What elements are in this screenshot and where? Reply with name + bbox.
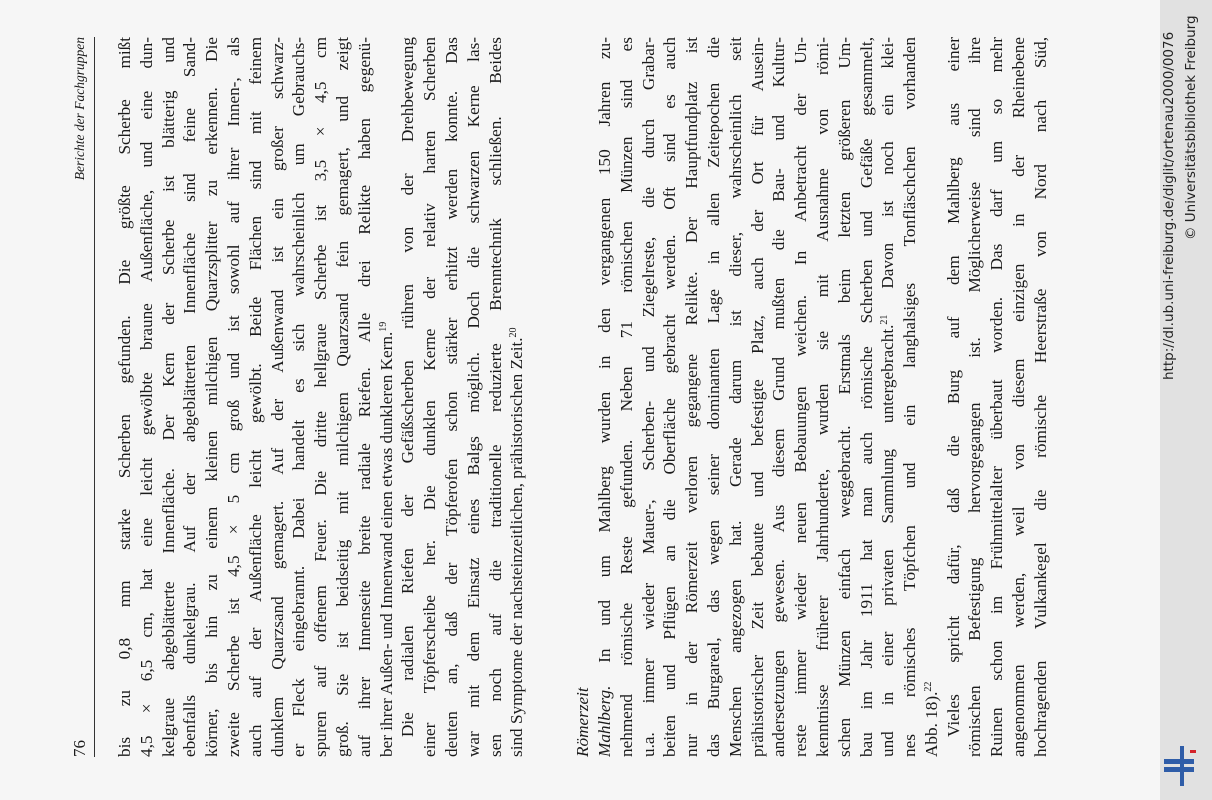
text-run: Abb. 18). — [921, 691, 941, 757]
text-line: sen noch auf die traditionelle reduzierte Brenntechnik schließen. Beides — [485, 37, 505, 757]
text-line: das Burgareal, das wegen seiner dominanten Lage in allen Zeitepochen die — [703, 37, 723, 757]
logo-bar — [1180, 746, 1184, 786]
text-line: prähistorischer Zeit bebaute und befestigte Platz, auch der Ort für Ausein- — [747, 37, 767, 757]
text-line: nur in der Römerzeit verloren gegangene Relikte. Der Hauptfundplatz ist — [682, 37, 702, 757]
logo-bar — [1164, 759, 1194, 764]
text-line: u.a. immer wieder Mauer-, Scherben- und Ziegelreste, die durch Grabar- — [638, 37, 658, 757]
running-title: Berichte der Fachgruppen — [72, 37, 87, 181]
text-run: Davon ist noch ein klei- — [878, 37, 898, 315]
logo-accent — [1190, 750, 1196, 753]
footnote-ref-22[interactable]: 22 — [922, 681, 934, 692]
place-name: Mahlberg. — [594, 685, 614, 757]
text-line: Ruinen schon im Frühmittelalter überbaut worden. Das darf um so mehr — [987, 37, 1007, 757]
text-line: Die radialen Riefen der Gefäßscherben rühren von der Drehbewegung — [398, 37, 418, 737]
page-content — [70, 37, 1110, 757]
text-line: zweite Scherbe ist 4,5 × 5 cm groß und ist sowohl auf ihrer Innen-, als — [223, 37, 243, 757]
text-run: und in einer privaten Sammlung untergebracht. — [878, 324, 898, 757]
text-line: war mit dem Einsatz eines Balgs möglich. Doch die schwarzen Kerne las- — [463, 37, 483, 757]
paragraph-castle — [943, 37, 1052, 757]
text-line: groß. Sie ist beidseitig mit milchigem Quarzsand fein gemagert, und zeigt — [332, 37, 352, 757]
text-line: nes römisches Töpfchen und ein langhalsiges Tonfläschchen vorhanden — [900, 37, 920, 757]
text-line: kenntnisse früherer Jahrhunderte, wurden sie mit Ausnahme von römi- — [812, 37, 832, 757]
body-text — [114, 37, 1052, 757]
page-header — [70, 37, 95, 757]
source-url-link[interactable]: http://dl.ub.uni-freiburg.de/diglit/ortenau2000/0076 — [1161, 31, 1177, 380]
text-line: andersetzungen gewesen. Aus diesem Grund mußten die Bau- und Kultur- — [769, 37, 789, 757]
text-line: reste immer wieder neuen Bebauungen weichen. In Anbetracht der Un- — [791, 37, 811, 757]
sidebar-strip — [1160, 0, 1212, 800]
text-line: einer Töpferscheibe her. Die dunklen Kerne der relativ harten Scherben — [420, 37, 440, 757]
text-line: auf ihrer Innenseite breite radiale Riefen. Alle drei Relikte haben gegenü- — [354, 37, 374, 757]
ub-freiburg-logo-icon — [1164, 746, 1206, 786]
text-line: bau im Jahr 1911 hat man auch römische Scherben und Gefäße gesammelt, — [856, 37, 876, 757]
text-line: körner, bis hin zu einem kleinen milchigen Quarzsplitter zu erkennen. Die — [202, 37, 222, 757]
paragraph-potters-wheel — [397, 37, 528, 757]
logo-bar — [1164, 767, 1194, 772]
paragraph-mahlberg — [594, 37, 943, 757]
text-line: er Fleck eingebrannt. Dabei handelt es sich wahrscheinlich um Gebrauchs- — [289, 37, 309, 757]
text-run: sind Symptome der nachsteinzeitlichen, prähistorischen Zeit. — [507, 337, 527, 757]
text-line: römischen Befestigung hervorgegangen ist. Möglicherweise sind ihre — [965, 37, 985, 757]
text-line: schen Münzen einfach weggebracht. Erstmals beim letzten größeren Um- — [834, 37, 854, 757]
text-line: kelgraue abgeblätterte Innenfläche. Der Kern der Scherbe ist blätterig und — [158, 37, 178, 757]
text-line: ebenfalls dunkelgrau. Auf der abgeblätterten Innenfläche sind feine Sand- — [180, 37, 200, 757]
footnote-ref-19[interactable]: 19 — [377, 321, 389, 332]
text-line: auch auf der Außenfläche leicht gewölbt. Beide Flächen sind mit feinem — [245, 37, 265, 757]
text-line: dunklem Quarzsand gemagert. Auf der Außenwand ist ein großer schwarz- — [267, 37, 287, 757]
text-run: ber ihrer Außen- und Innenwand einen etwas dunkleren Kern. — [376, 331, 396, 757]
text-line: spuren auf offenem Feuer. Die dritte hellgraue Scherbe ist 3,5 × 4,5 cm — [311, 37, 331, 757]
section-heading: Römerzeit — [573, 687, 593, 757]
footnote-ref-20[interactable]: 20 — [508, 327, 520, 338]
text-line: Vieles spricht dafür, daß die Burg auf dem Mahlberg aus einer — [943, 37, 963, 737]
text-line — [376, 37, 398, 757]
text-line: angenommen werden, weil von diesem einzigen in der Rheinebene — [1009, 37, 1029, 757]
text-line: 4,5 × 6,5 cm, hat eine leicht gewölbte braune Außenfläche, und eine dun- — [136, 37, 156, 757]
page-number: 76 — [70, 740, 89, 757]
text-line — [506, 37, 528, 757]
text-line: beiten und Pflügen an die Oberfläche gebracht werden. Oft sind es auch — [660, 37, 680, 757]
text-line — [921, 37, 943, 757]
text-line: hochragenden Vulkankegel die römische Heerstraße von Nord nach Süd, — [1030, 37, 1050, 757]
paragraph-ceramics — [114, 37, 397, 757]
text-line — [594, 37, 616, 757]
text-line: Menschen angezogen hat. Gerade darum ist dieser, wahrscheinlich seit — [725, 37, 745, 757]
text-line — [877, 37, 899, 757]
text-line: nehmend römische Reste gefunden. Neben 71 römischen Münzen sind es — [616, 37, 636, 757]
copyright-notice: © Universitätsbibliothek Freiburg — [1183, 15, 1199, 240]
footnote-ref-21[interactable]: 21 — [879, 314, 891, 325]
text-line: deuten an, daß der Töpferofen schon stärker erhitzt werden konnte. Das — [441, 37, 461, 757]
section-gap — [528, 37, 572, 757]
text-run: In und um Mahlberg wurden in den vergangenen 150 Jahren zu- — [594, 37, 614, 686]
text-line: bis zu 0,8 mm starke Scherben gefunden. Die größte Scherbe mißt — [115, 37, 134, 757]
